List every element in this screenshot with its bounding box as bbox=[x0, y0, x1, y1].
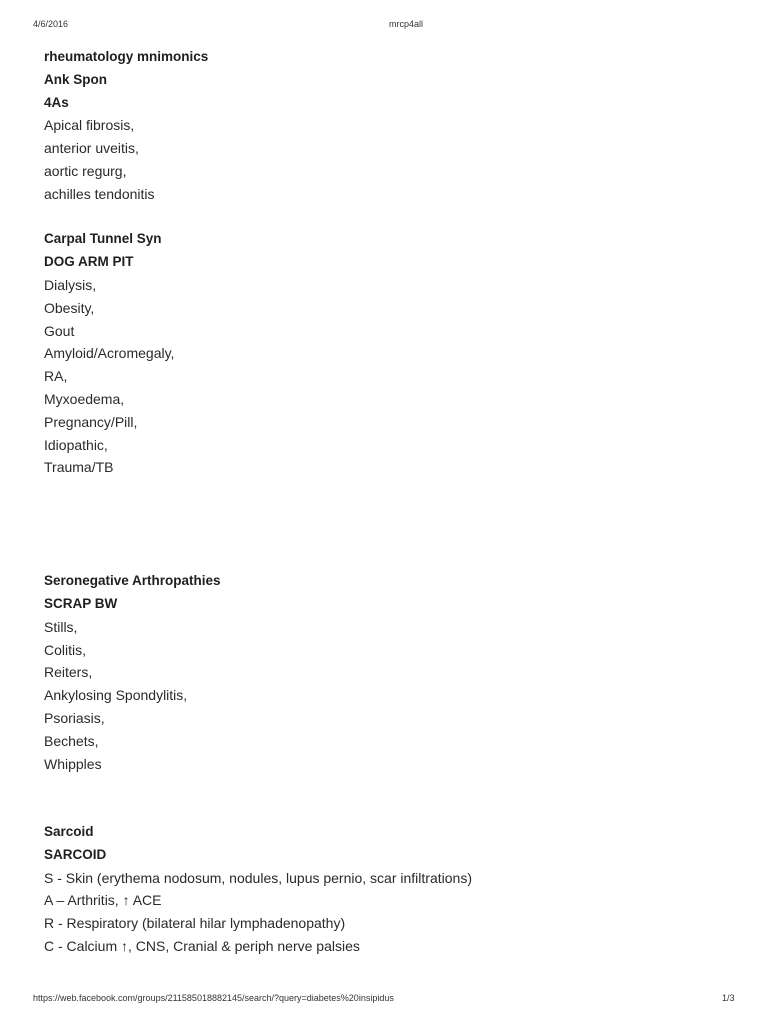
section-ank-spon bbox=[44, 69, 734, 206]
list-item: S - Skin (erythema nodosum, nodules, lupus pernio, scar infiltrations) bbox=[44, 869, 472, 886]
section-sarcoid bbox=[44, 821, 734, 958]
section-spacer bbox=[44, 479, 734, 570]
print-footer-url: https://web.facebook.com/groups/211585018882145/search/?query=diabetes%20insipidus bbox=[33, 993, 394, 1003]
list-item: Myxoedema, bbox=[44, 390, 125, 407]
list-item: C - Calcium ↑, CNS, Cranial & periph nerve palsies bbox=[44, 937, 360, 954]
list-item: Whipples bbox=[44, 755, 102, 772]
section-mnemonic: SARCOID bbox=[44, 846, 107, 862]
list-item: Ankylosing Spondylitis, bbox=[44, 687, 188, 704]
list-item: Trauma/TB bbox=[44, 459, 114, 476]
list-item: Bechets, bbox=[44, 732, 99, 749]
list-item: Pregnancy/Pill, bbox=[44, 413, 138, 430]
section-spacer bbox=[44, 206, 734, 229]
list-item: Apical fibrosis, bbox=[44, 117, 135, 134]
list-item: Gout bbox=[44, 322, 75, 339]
page-number: 1/3 bbox=[722, 993, 735, 1003]
list-item: aortic regurg, bbox=[44, 162, 127, 179]
list-item: Psoriasis, bbox=[44, 709, 105, 726]
list-item: Dialysis, bbox=[44, 276, 97, 293]
list-item: Reiters, bbox=[44, 664, 93, 681]
section-title: Carpal Tunnel Syn bbox=[44, 231, 162, 247]
list-item: anterior uveitis, bbox=[44, 140, 139, 157]
list-item: achilles tendonitis bbox=[44, 185, 155, 202]
section-seronegative-arthropathies bbox=[44, 570, 734, 775]
document-body bbox=[44, 46, 734, 958]
section-carpal-tunnel bbox=[44, 228, 734, 479]
print-date: 4/6/2016 bbox=[33, 19, 69, 29]
section-mnemonic: DOG ARM PIT bbox=[44, 254, 134, 270]
section-mnemonic: SCRAP BW bbox=[44, 595, 118, 611]
section-title: Seronegative Arthropathies bbox=[44, 573, 221, 589]
list-item: RA, bbox=[44, 368, 68, 385]
section-mnemonic: 4As bbox=[44, 94, 69, 110]
list-item: A – Arthritis, ↑ ACE bbox=[44, 892, 162, 909]
list-item: Colitis, bbox=[44, 641, 87, 658]
list-item: Stills, bbox=[44, 618, 78, 635]
list-item: R - Respiratory (bilateral hilar lymphadenopathy) bbox=[44, 915, 346, 932]
section-title: Sarcoid bbox=[44, 823, 94, 839]
list-item: Amyloid/Acromegaly, bbox=[44, 345, 175, 362]
list-item: Idiopathic, bbox=[44, 436, 108, 453]
section-spacer bbox=[44, 775, 734, 821]
print-page-title: mrcp4all bbox=[389, 19, 424, 29]
document-heading: rheumatology mnimonics bbox=[44, 49, 209, 64]
section-title: Ank Spon bbox=[44, 71, 107, 87]
list-item: Obesity, bbox=[44, 299, 95, 316]
